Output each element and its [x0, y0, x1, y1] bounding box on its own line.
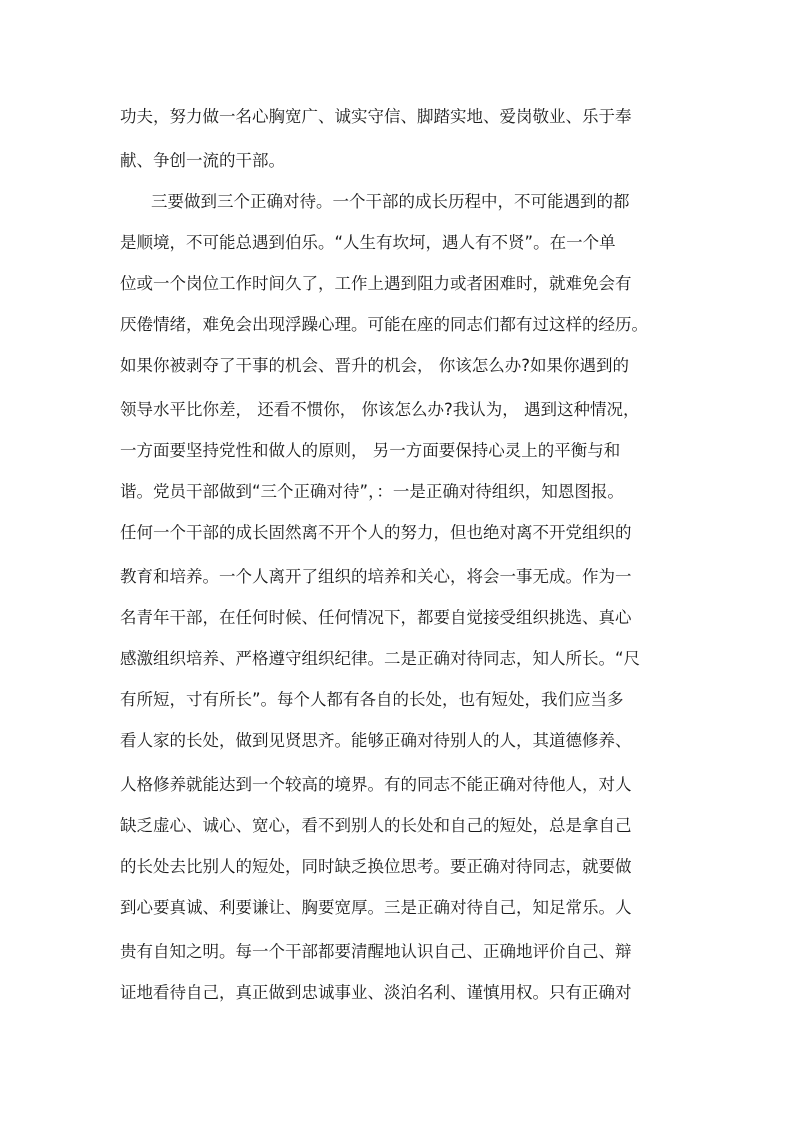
- text-line: 厌倦情绪，难免会出现浮躁心理。可能在座的同志们都有过这样的经历。: [120, 315, 648, 334]
- text-line: 三要做到三个正确对待。一个干部的成长历程中，不可能遇到的都: [151, 192, 630, 211]
- text-line: 名青年干部，在任何时候、任何情况下，都要自觉接受组织挑选、真心: [120, 608, 632, 627]
- text-line: 领导水平比你差， 还看不惯你， 你该怎么办?我认为， 遇到这种情况，: [120, 400, 640, 419]
- text-line: 教育和培养。一个人离开了组织的培养和关心，将会一事无成。作为一: [120, 567, 632, 586]
- text-line: 功夫，努力做一名心胸宽广、诚实守信、脚踏实地、爱岗敬业、乐于奉: [120, 107, 632, 126]
- text-line: 的长处去比别人的短处，同时缺乏换位思考。要正确对待同志，就要做: [120, 857, 632, 876]
- text-line: 一方面要坚持党性和做人的原则， 另一方面要保持心灵上的平衡与和: [120, 441, 621, 460]
- text-line: 谐。党员干部做到“三个正确对待”，：一是正确对待组织，知恩图报。: [120, 482, 624, 501]
- text-line: 有所短，寸有所长”。每个人都有各自的长处，也有短处，我们应当多: [120, 690, 624, 709]
- text-line: 到心要真诚、利要谦让、胸要宽厚。三是正确对待自己，知足常乐。人: [120, 898, 632, 917]
- text-line: 证地看待自己，真正做到忠诚事业、淡泊名利、谨慎用权。只有正确对: [120, 983, 632, 1002]
- text-line: 人格修养就能达到一个较高的境界。有的同志不能正确对待他人，对人: [120, 775, 632, 794]
- text-line: 感激组织培养、严格遵守组织纪律。二是正确对待同志，知人所长。“尺: [120, 649, 641, 668]
- text-line: 看人家的长处，做到见贤思齐。能够正确对待别人的人，其道德修养、: [120, 731, 632, 750]
- text-line: 任何一个干部的成长固然离不开个人的努力，但也绝对离不开党组织的: [120, 523, 632, 542]
- text-line: 缺乏虚心、诚心、宽心，看不到别人的长处和自己的短处，总是拿自己: [120, 816, 632, 835]
- text-line: 贵有自知之明。每一个干部都要清醒地认识自己、正确地评价自己、辩: [120, 942, 632, 961]
- text-line: 献、争创一流的干部。: [120, 151, 285, 170]
- text-line: 位或一个岗位工作时间久了，工作上遇到阻力或者困难时，就难免会有: [120, 274, 632, 293]
- text-line: 是顺境，不可能总遇到伯乐。“人生有坎坷，遇人有不贤”。在一个单: [120, 233, 616, 252]
- text-line: 如果你被剥夺了干事的机会、晋升的机会， 你该怎么办?如果你遇到的: [120, 356, 630, 375]
